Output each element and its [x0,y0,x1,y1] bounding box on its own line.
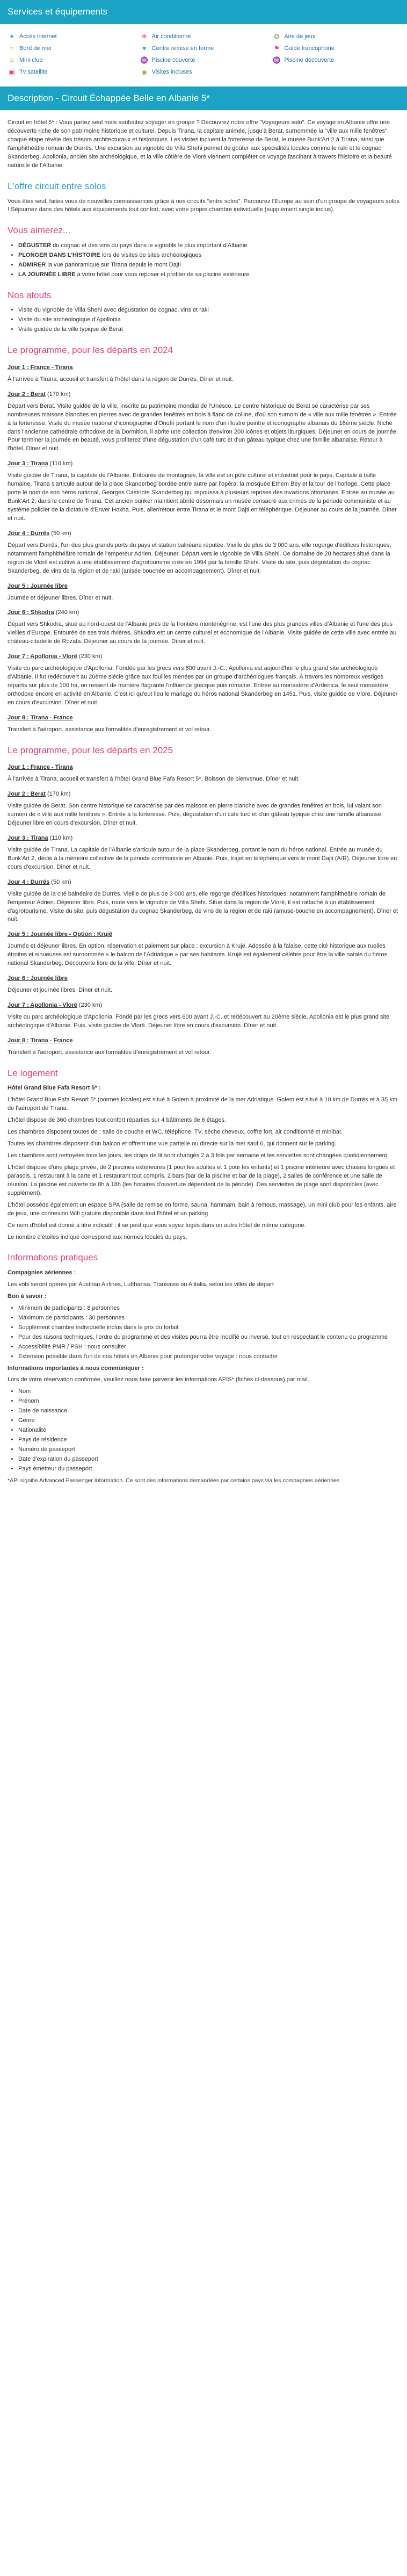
service-item [8,56,135,65]
description-intro: Circuit en hôtel 5* : Vous partez seul mais souhaitez voyager en groupe ? Découvrez notre offre "Voyageurs solo". Ce voyage en Albanie offre une découverte riche de son patrimoine historique et culturel. Depuis Tirana, la capitale animée, jusqu'à Berat, surnommée la "ville aux mille fenêtres", chaque étape révèle des trésors architecturaux et historiques. Les visites incluent la forteresse de Berat, le musée Bunk'Art 2 à Tirana, ainsi que l'amphithéâtre romain de Durrës. Une excursion au vignoble de Villa Shehi permet de goûter aux spécialités locales comme le raki et le cognac Skanderbeg. Apollonia, ancien site archéologique, et la ville côtière de Vlorë viennent compléter ce voyage fascinant à travers l'histoire et la beauté naturelle de l'Albanie. [8,119,392,169]
service-label: Centre remise en forme [151,45,214,52]
description-title: Description - Circuit Échappée Belle en Albanie 5* [8,92,210,103]
services-grid [0,24,407,86]
logement-paragraphs [8,1096,399,1242]
bon-item: • Accessibilité PMR / PSH : nous consulter [18,1343,399,1352]
service-label: Air conditionné [151,33,191,40]
wifi-icon: ✦ [9,32,15,40]
day-text: Transfert à l'aéroport, assistance aux formalités d'enregistrement et vol retour. [8,726,212,733]
kids-icon: ☺ [8,56,16,64]
day-text: Départ vers Durrës, l'un des plus grands ports du pays et station balnéaire réputée. Vieille de plus de 3 000 ans, elle regorge d'édifices historiques, notamment l'amphithéâtre romain de l'empereur Adrien. Déjeuner. Départ vers le vignoble de Villa Shehi. Ce domaine de 20 hectares situé dans la région de Vlorë est cultivé à une établissement d'agrotourisme créé en 1994 par la famille Shehi. Visite du site, puis dégustation du cognac Skanderbeg, de vins de la région et de raki (anisée bouchée en accompagnement). Dîner et nuit. [8,542,391,574]
day-title: Jour 7 : Apollonia - Vlorë (230 km) [8,1002,103,1009]
service-label: Accès internet [19,33,57,40]
service-item [140,56,267,65]
day-text: Départ vers Berat. Visite guidée de la ville, inscrite au patrimoine mondial de l'Unesco. Le centre historique de Berat se caractérise par ses nombreuses maisons blanches en pierres avec de grandes fenêtres en bois à flanc de colline, d'où son surnom de « ville aux mille fenêtres ». Entrée à la forteresse. Visite du musée national d'iconographie d'Onufri portant le nom d'un illustre peintre et iconographe albanais du 16ème siècle. Niché dans l'ancienne cathédrale orthodoxe de la Dormition, il abrite une collection d'environ 200 icônes et objets liturgiques. Déjeuner en cours de journée. Pour terminer la journée en beauté, vous profiterez d'une dégustation d'un café turc et d'un gâteau typique chez une famille albanaise. Retour à l'hôtel. Dîner et nuit. [8,402,398,452]
day-text: Visite guidée de la cité balnéaire de Durrës. Vieille de plus de 3 000 ans, elle regorge d'édifices historiques, notamment l'amphithéâtre romain de l'empereur Adrien. Déjeuner libre. Puis, route vers le vignoble de Villa Shehi. Situé dans la région de Vlorë, il est rattaché à un établissement d'agrotourisme. Visite du site, puis dégustation du cognac Skanderbeg, de vins de la région et de raki (amuse-bouche en accompagnement). Dîner et nuit. [8,890,398,923]
snowflake-icon: ❄ [141,32,147,40]
atouts-title: Nos atouts [8,290,52,300]
services-banner [0,0,407,24]
day-text: Déjeuner et journée libres. Dîner et nuit. [8,987,113,994]
aimerez-list [18,242,399,279]
logement-paragraph: L'hôtel dispose de 360 chambres tout confort réparties sur 4 bâtiments de 6 étages. [8,1117,226,1124]
apis-item: • Genre [18,1417,399,1425]
service-item [272,56,399,65]
logement-paragraph: Toutes les chambres disposent d'un balcon et offrent une vue partielle ou directe sur la mer sauf 6, qui donnent sur le parking. [8,1141,337,1148]
logement-title: Le logement [8,1067,58,1078]
service-label: Bord de mer [19,45,52,52]
airlines-text: Les vols seront opérés par Austrian Airlines, Lufthansa, Transavia ou Alitalia, selon les villes de départ [8,1281,274,1288]
day-text: À l'arrivée à Tirana, accueil et transfert à l'hôtel Grand Blue Fafa Resort 5*. Boisson de bienvenue. Dîner et nuit. [8,776,300,783]
programme-2025 [8,763,399,1057]
aimerez-item: • LA JOURNÉE LIBRE à votre hôtel pour vous reposer et profiter de sa piscine extérieure [18,271,399,279]
aimerez-item: • DÉGUSTER du cognac et des vins du pays dans le vignoble le plus important d'Albanie [18,242,399,250]
day-text: Journée et déjeuner libres. Dîner et nuit. [8,594,113,601]
day-title: Jour 5 : Journée libre - Option : Krujë [8,931,112,938]
day-title: Jour 8 : Tirana - France [8,1037,73,1044]
hotel-name: Hôtel Grand Blue Fafa Resort 5* : [8,1085,101,1092]
day-text: Visite guidée de Tirana, la capitale de l'Albanie. Entourée de montagnes, la ville est un pôle culturel et industriel pour le pays. Capitale à taille humaine, Tirana s'articule autour de la place Skanderbeg bordée entre autre par l'opéra, la mosquée Ethem Bey et la tour de l'horloge. Cette place porte le nom de son héros national, Georges Castriote Skanderbeg qui repoussa à plusieurs reprises des invasions ottomanes. Entrée au musée au Bunk'Art 2, dans le centre de Tirana. Cet ancien bunker maintient abrité désormais un musée consacré aux crimes de la période communiste et au système policier de la dictature d'Enver Hoxha. Puis, aller/retour entre Tirana et le mont Dajti en téléphérique. Déjeuner au cours de la journée. Dîner et nuit. [8,472,397,522]
flag-icon: ⚑ [273,44,280,52]
service-label: Guide francophone [284,45,335,52]
day-text: Journée et déjeuner libres. En option, réservation et paiement sur place : excursion à Krujë. Adossée à la falaise, cette cité historique aux ruelles étroites et sinueuses est surnommée « le balcon de l'Adriatique » par ses habitants. Krujë est également célèbre pour être la ville natale du héros national Skanderbeg. Découverte libre de la ville. Dîner et nuit. [8,943,388,967]
aimerez-item: • ADMIRER la vue panoramique sur Tirana depuis le mont Dajti [18,261,399,270]
aimerez-title: Vous aimerez... [8,225,71,236]
day-title: Jour 4 : Durrës (50 km) [8,878,71,885]
day-text: Visite guidée de Tirana. La capitale de l'Albanie s'articule autour de la place Skanderbeg, portant le nom du héros national. Entrée au musée du Bunk'Art 2, dédié à la mémoire collective de la période communiste en Albanie. Puis, trajet en téléphérique vers le mont Dajti (A/R). Déjeuner libre en cours d'excursion. Dîner et nuit. [8,846,397,870]
bon-item: • Maximum de participants : 30 personnes [18,1314,399,1323]
bon-item: • Pour des raisons techniques, l'ordre du programme et des visites pourra être modifié ou inversé, tout en respectant le contenu du programme [18,1333,399,1342]
footnote: *API signifie Advanced Passenger Information. Ce sont des informations demandées par certains pays via les compagnies aériennes. [8,1477,341,1484]
service-label: Tv satellite [19,68,48,75]
fitness-icon: ♥ [142,44,147,52]
service-item [8,33,135,41]
logement-paragraph: Ce nom d'hôtel est donné à titre indicatif : il se peut que vous soyez logés dans un autre hôtel de même catégorie. [8,1222,306,1229]
playground-icon: ✪ [274,32,280,40]
day-title: Jour 2 : Berat (170 km) [8,391,71,398]
bon-item: • Minimum de participants : 8 personnes [18,1304,399,1313]
pool-icon: ♒ [272,56,281,64]
camera-icon: ◉ [141,68,147,76]
tv-icon: ▣ [9,68,15,76]
day-title: Jour 1 : France - Tirana [8,764,73,771]
day-title: Jour 3 : Tirana (110 km) [8,460,73,467]
bon-list [18,1304,399,1361]
important-text: Lors de votre réservation confirmée, veuillez nous faire parvenir les informations APIS* (fiches ci-dessous) par mail. [8,1376,309,1383]
service-item [8,68,135,77]
apis-item: • Prénom [18,1397,399,1406]
day-title: Jour 6 : Shkodra (240 km) [8,609,79,616]
day-text: Visite du parc archéologique d'Apollonia. Fondé par les grecs vers 600 avant J.-C. et redécouvert au 20ème siècle, Apollonia est le plus grand site archéologique d'Albanie. Puis, visite guidée de Vlorë. Déjeuner libre en cours d'excursion. Dîner et nuit. [8,1013,390,1029]
service-label: Piscine découverte [284,56,335,63]
day-title: Jour 1 : France - Tirana [8,364,73,371]
logement-paragraph: Les chambres sont nettoyées tous les jours, les draps de lit sont changés 2 à 3 fois par semaine et les serviettes sont changées quotidiennement. [8,1152,389,1159]
service-item [140,68,267,77]
apis-item: • Date d'expiration du passeport [18,1455,399,1464]
day-title: Jour 6 : Journée libre [8,975,68,982]
programme-2025-title: Le programme, pour les départs en 2025 [8,745,173,755]
day-title: Jour 7 : Apollonia - Vlorë (230 km) [8,653,103,660]
infos-title: Informations pratiques [8,1252,98,1263]
day-title: Jour 2 : Berat (170 km) [8,791,71,798]
atout-item: • Visite du site archéologique d'Apollonia [18,316,399,324]
service-item [140,45,267,53]
logement-paragraph: Les chambres disposent toutes de : salle de douche et WC, téléphone, TV, sèche cheveux, coffre fort, air conditionné et minibar. [8,1129,343,1136]
service-item [8,45,135,53]
description-section [0,110,407,1493]
apis-item: • Nationalité [18,1426,399,1435]
service-label: Visites incluses [151,68,192,75]
service-item [272,33,399,41]
day-text: Départ vers Shkodra, situé au nord-ouest de l'Albanie près de la frontière monténégrine, est l'une des plus grandes villes d'Albanie et l'une des plus vieilles d'Europe. Entourée de ses trois rivières, Shkodra est un centre culturel et économique de l'Albanie. Visite guidée de cette ville avec entrée au château-citadelle de Rozafa. Déjeuner au cours de la journée. Dîner et nuit. [8,621,397,645]
apis-item: • Pays de résidence [18,1436,399,1445]
aimerez-item: • PLONGER DANS L'HISTOIRE lors de visites de sites archéologiques [18,251,399,260]
bon-item: • Extension possible dans l'un de nos hôtels en Albanie pour prolonger votre voyage : nous contacter [18,1353,399,1361]
logement-paragraph: L'hôtel Grand Blue Fafa Resort 5* (normes locales) est situé à Golem à proximité de la mer Adriatique. Golem est situé à 10 km de Durrës et à 35 km de l'aéroport de Tirana. [8,1096,397,1112]
bon-item: • Supplément chambre individuelle inclus dans le prix du forfait [18,1324,399,1332]
solo-text: Vous êtes seul, faites vous de nouvelles connaissances grâce à nos circuits "entre solos". Parcourez l'Europe au sein d'un groupe de voyageurs solos ! Séjournez dans des hôtels aux équipements tout confort, avec votre propre chambre individuelle (supplément single inclus). [8,198,399,213]
service-item [272,45,399,53]
logement-paragraph: L'hôtel possède également un espace SPA (salle de remise en forme, sauna, hammam, bain à remous, massage), un mini club pour les enfants, aire de jeux, une connexion Wifi gratuite disponible dans tout l'hôtel et un parking [8,1201,397,1217]
description-banner [0,86,407,111]
apis-item: • Date de naissance [18,1407,399,1416]
pool-icon: ♒ [140,56,149,64]
important-label: Informations importantes à nous communiquer : [8,1365,144,1372]
service-label: Piscine couverte [151,56,195,63]
day-text: Transfert à l'aéroport, assistance aux formalités d'enregistrement et vol retour. [8,1049,212,1056]
atout-item: • Visite guidée de la ville typique de Berat [18,326,399,334]
day-title: Jour 8 : Tirana - France [8,714,73,721]
apis-list [18,1388,399,1473]
atouts-list [18,306,399,334]
logement-paragraph: L'hôtel dispose d'une plage privée, de 2 piscines extérieures (1 pour les adultes et 1 pour les enfants) et 1 piscine intérieure avec chaises longues et parasols, 1 restaurant à la carte et 1 restaurant tout compris, 2 bars (bar de la piscine et bar de la plage), 2 salles de conférence et une salle de réunion. La piscine est ouverte de 8h à 18h (les horaires d'ouverture dépendent de la période). Des serviettes de plage sont disponibles (avec supplément). [8,1164,395,1196]
airlines-label: Compagnies aériennes : [8,1269,76,1276]
wave-icon: ≈ [10,44,14,52]
service-label: Mini club [19,56,43,63]
day-text: À l'arrivée à Tirana, accueil et transfert à l'hôtel dans la région de Durrës. Dîner et nuit. [8,376,234,383]
apis-item: • Pays émetteur du passeport [18,1465,399,1474]
atout-item: • Visite du vignoble de Villa Shehi avec dégustation de cognac, vins et raki [18,306,399,315]
logement-paragraph: Le nombre d'étoiles indiqué correspond aux normes locales du pays. [8,1233,187,1240]
service-label: Aire de jeux [284,33,316,40]
day-text: Visite du parc archéologique d'Apollonia. Fondée par les grecs vers 600 avant J.-C., Apollonia est aujourd'hui le plus grand site archéologique d'Albanie. Il fut redécouvert au 20ème siècle grâce aux fouilles menées par un groupe d'archéologues français. À travers les nombreux vestiges répartis sur plus de 100 ha, on ressent de manière flagrante l'influence grecque puis romaine. Entrée au monastère d'Ardenica, le seul monastère orthodoxe encore en activité en Albanie. C'est ici qu'eut lieu le mariage du héros national Skanderbeg en 1451. Puis, visite guidée de Vlorë. Déjeuner en cours d'excursion. Dîner et nuit. [8,665,398,706]
programme-2024-title: Le programme, pour les départs en 2024 [8,345,173,356]
day-title: Jour 5 : Journée libre [8,582,68,589]
day-title: Jour 3 : Tirana (110 km) [8,834,73,841]
service-item [140,33,267,41]
bon-label: Bon à savoir : [8,1293,47,1300]
day-title: Jour 4 : Durrës (50 km) [8,530,71,537]
apis-item: • Numéro de passeport [18,1446,399,1454]
apis-item: • Nom [18,1388,399,1396]
solo-title: L'offre circuit entre solos [8,181,106,191]
day-text: Visite guidée de Berat. Son centre historique se caractérise par des maisons en pierre blanche avec de grandes fenêtres en bois, lui valant son surnom de « ville aux mille fenêtres ». Entrée à la forteresse. Puis, dégustation d'un café turc et d'un gâteau typique chez une famille albanaise. Déjeuner libre en cours d'excursion. Dîner et nuit. [8,803,383,827]
services-title: Services et équipements [8,6,108,17]
programme-2024 [8,364,399,734]
